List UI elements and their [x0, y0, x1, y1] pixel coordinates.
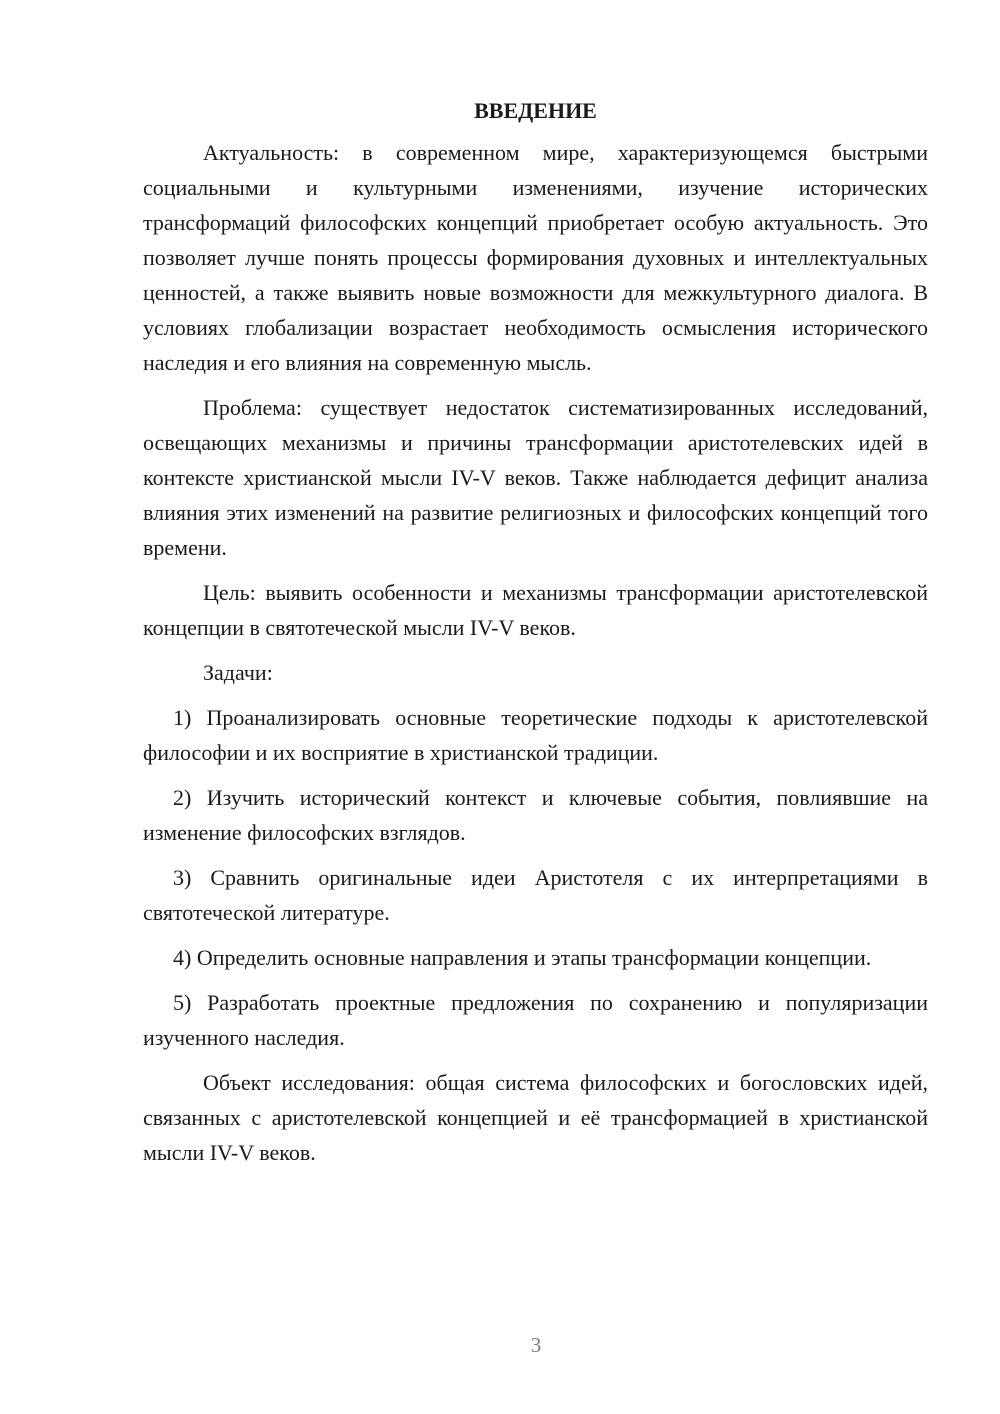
goal-paragraph: Цель: выявить особенности и механизмы трансформации аристотелевской концепции в святотеческой мысли IV-V веков.: [143, 580, 928, 640]
section-heading: ВВЕДЕНИЕ: [474, 98, 597, 123]
task-item-2: 2) Изучить исторический контекст и ключевые события, повлиявшие на изменение философских взглядов.: [143, 785, 928, 845]
page-number: 3: [530, 1333, 542, 1357]
tasks-label: Задачи:: [203, 660, 273, 685]
relevance-paragraph: Актуальность: в современном мире, характеризующемся быстрыми социальными и культурными изменениями, изучение исторических трансформаций философских концепций приобретает особую актуальность. Это позволяет лучше понять процессы формирования духовных и интеллектуальных ценностей, а также выявить новые возможности для межкультурного диалога. В условиях глобализации возрастает необходимость осмысления исторического наследия и его влияния на современную мысль.: [143, 140, 928, 375]
task-item-1: 1) Проанализировать основные теоретические подходы к аристотелевской философии и их восприятие в христианской традиции.: [143, 705, 928, 765]
task-item-3: 3) Сравнить оригинальные идеи Аристотеля с их интерпретациями в святотеческой литературе.: [143, 865, 928, 925]
object-paragraph: Объект исследования: общая система философских и богословских идей, связанных с аристотелевской концепцией и её трансформацией в христианской мысли IV-V веков.: [143, 1070, 928, 1165]
task-item-4: 4) Определить основные направления и этапы трансформации концепции.: [173, 945, 872, 970]
problem-paragraph: Проблема: существует недостаток систематизированных исследований, освещающих механизмы и причины трансформации аристотелевских идей в контексте христианской мысли IV-V веков. Также наблюдается дефицит анализа влияния этих изменений на развитие религиозных и философских концепций того времени.: [143, 395, 928, 560]
task-item-5: 5) Разработать проектные предложения по сохранению и популяризации изученного наследия.: [143, 990, 928, 1050]
page-content: [143, 96, 928, 1180]
